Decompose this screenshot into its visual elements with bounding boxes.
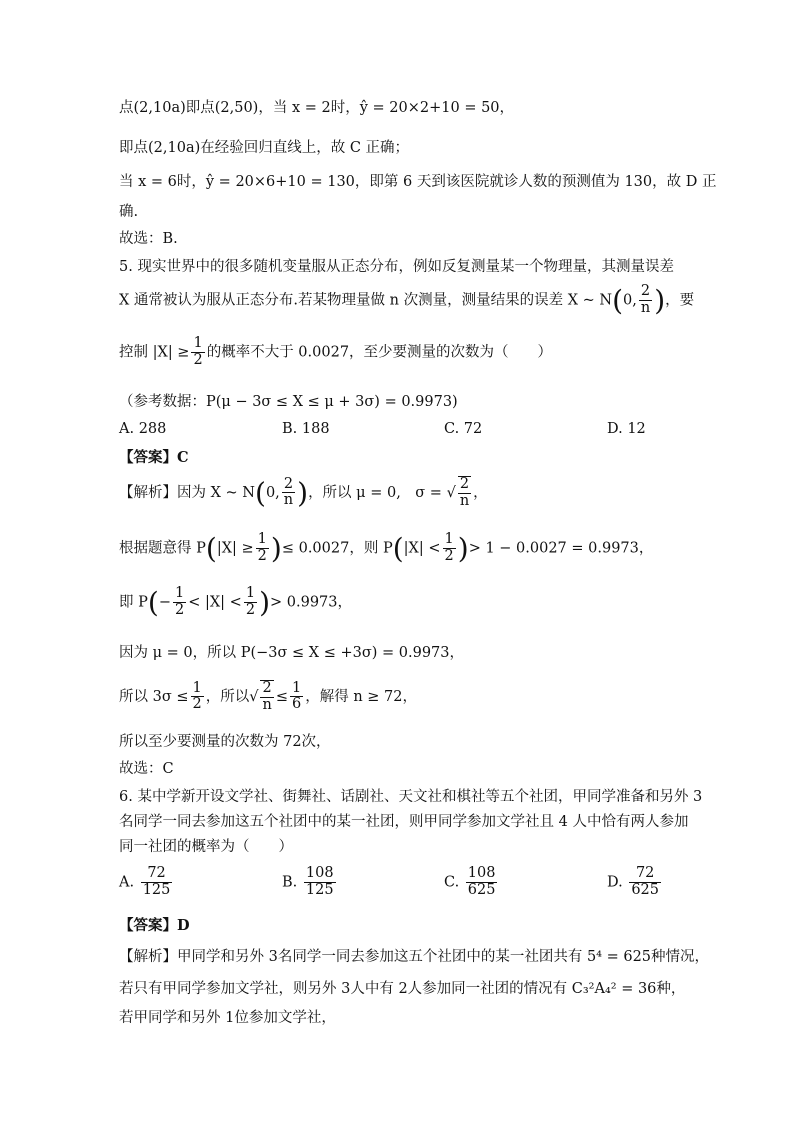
fraction: [466, 866, 498, 899]
text-span: |X| ≥: [216, 540, 254, 557]
analysis-line: 所以至少要测量的次数为 72次，: [119, 734, 331, 750]
fraction-numerator: 1: [257, 531, 267, 548]
text-span: ，要: [665, 292, 695, 309]
text-span: X 通常被认为服从正态分布.若某物理量做 n 次测量，测量结果的误差 X ~ N: [119, 292, 613, 309]
fraction-denominator: 2: [192, 696, 202, 713]
fraction-denominator: 2: [444, 548, 454, 564]
text-line: 确.: [119, 204, 139, 220]
question-5-stem-line2: [119, 284, 694, 317]
sqrt-symbol: √: [446, 484, 456, 501]
fraction-denominator: 625: [467, 881, 496, 898]
paren-right: ): [457, 532, 469, 565]
fraction: [260, 680, 273, 714]
analysis-line: 【解析】甲同学和另外 3名同学一同去参加这五个社团中的某一社团共有 5⁴ = 625种情况，: [119, 949, 710, 965]
paren-left: (: [255, 476, 266, 510]
fraction-numerator: 2: [459, 476, 470, 492]
fraction: [639, 284, 652, 317]
fraction-numerator: 72: [635, 865, 655, 881]
text-span: < |X| <: [188, 594, 242, 611]
question-6-stem: 6. 某中学新开设文学社、街舞社、话剧社、天文社和棋社等五个社团，甲同学准备和另外 3: [119, 789, 703, 805]
fraction-denominator: 125: [305, 881, 334, 898]
fraction: [173, 586, 186, 619]
text-span: 即 P: [119, 594, 148, 611]
analysis-line: [119, 532, 653, 565]
fraction-denominator: 6: [291, 696, 302, 713]
text-span: > 0.9973，: [270, 594, 352, 611]
fraction: [191, 681, 204, 714]
paren-right: ): [270, 532, 282, 565]
fraction-numerator: 1: [174, 585, 185, 602]
fraction-denominator: n: [459, 492, 470, 509]
fraction-denominator: 2: [193, 351, 203, 368]
fraction-denominator: 2: [174, 602, 185, 618]
fraction-denominator: n: [640, 300, 651, 316]
option-label: C.: [444, 874, 460, 891]
fraction-denominator: n: [262, 696, 272, 713]
fraction-denominator: 2: [245, 602, 256, 618]
question-5-stem-line3: [119, 336, 552, 369]
paren-right: ): [259, 586, 270, 619]
fraction: [282, 477, 295, 510]
option-c: C. 72: [444, 421, 483, 437]
option-c: [444, 866, 499, 899]
option-d: [607, 866, 663, 899]
question-5-stem: 5. 现实世界中的很多随机变量服从正态分布，例如反复测量某一个物理量，其测量误差: [119, 259, 674, 275]
fraction-denominator: 625: [631, 881, 660, 898]
fraction-denominator: 125: [142, 881, 171, 898]
option-label: D.: [607, 874, 623, 891]
text-line: 点(2,10a)即点(2,50)，当 x = 2时，ŷ = 20×2+10 = 50，: [119, 100, 515, 116]
text-span: > 1 − 0.0027 = 0.9973，: [468, 540, 654, 557]
text-line: 即点(2,10a)在经验回归直线上，故 C 正确；: [119, 140, 410, 156]
fraction-numerator: 72: [147, 865, 166, 881]
analysis-line: 若甲同学和另外 1位参加文学社，: [119, 1010, 336, 1026]
analysis-line: 故选：C: [119, 761, 174, 777]
text-span: ，所以: [205, 688, 250, 705]
text-span: 【解析】因为 X ~ N: [119, 484, 255, 501]
analysis-line: 若只有甲同学参加文学社，则另外 3人中有 2人参加同一社团的情况有 C₃²A₄² = 36种，: [119, 981, 686, 997]
text-span: ，解得 n ≥ 72，: [305, 688, 417, 705]
fraction: [458, 476, 471, 510]
option-a: A. 288: [119, 421, 167, 437]
text-span: −: [158, 594, 171, 611]
fraction: [304, 866, 336, 899]
text-span: 的概率不大于 0.0027，至少要测量的次数为（ ）: [206, 344, 553, 361]
text-line: 当 x = 6时，ŷ = 20×6+10 = 130，即第 6 天到该医院就诊人数的预测值为 130，故 D 正: [119, 174, 717, 190]
fraction: [443, 532, 456, 565]
fraction-numerator: 1: [291, 679, 302, 696]
text-span: 所以 3σ ≤: [119, 688, 189, 705]
fraction-numerator: 1: [193, 335, 203, 351]
option-a: [119, 866, 174, 899]
fraction-numerator: 2: [640, 283, 651, 300]
text-span: 根据题意得 P: [119, 540, 206, 557]
option-d: D. 12: [607, 421, 646, 437]
fraction: [141, 866, 173, 899]
text-span: ，所以 μ = 0, σ =: [308, 484, 447, 501]
text-span: |X| <: [403, 540, 441, 557]
text-span: ≤: [275, 688, 288, 705]
option-b: [282, 866, 338, 899]
fraction-numerator: 108: [467, 865, 496, 881]
paren-right: ): [297, 476, 309, 510]
text-span: 0,: [623, 292, 637, 309]
question-6-stem-line3: 同一社团的概率为（ ）: [119, 839, 293, 855]
paren-left: (: [205, 532, 217, 565]
fraction: [290, 681, 303, 714]
fraction-numerator: 2: [262, 680, 272, 696]
fraction: [191, 336, 204, 369]
paren-left: (: [392, 532, 404, 565]
option-label: B.: [282, 874, 298, 891]
question-6-stem-line2: 名同学一同去参加这五个社团中的某一社团，则甲同学参加文学社且 4 人中恰有两人参加: [119, 814, 689, 830]
text-span: 0,: [265, 484, 280, 501]
text-span: ，: [473, 484, 488, 501]
text-span: 控制 |X| ≥: [119, 344, 190, 361]
fraction-numerator: 2: [283, 475, 294, 492]
paren-left: (: [147, 586, 159, 619]
text-span: ≤ 0.0027，则 P: [281, 540, 393, 557]
answer-label: 【答案】C: [119, 449, 189, 466]
fraction: [256, 532, 269, 565]
fraction-numerator: 108: [305, 865, 334, 881]
fraction-numerator: 1: [245, 585, 256, 602]
fraction: [629, 866, 661, 899]
answer-label: 【答案】D: [119, 917, 190, 934]
analysis-line: [119, 476, 488, 510]
fraction-denominator: n: [283, 492, 294, 509]
option-b: B. 188: [282, 421, 330, 437]
fraction-denominator: 2: [257, 548, 267, 564]
fraction-numerator: 1: [444, 531, 454, 548]
sqrt-symbol: √: [249, 688, 259, 705]
fraction-numerator: 1: [192, 679, 202, 696]
fraction: [244, 586, 257, 619]
paren-right: ): [654, 284, 666, 317]
text-line: 故选：B.: [119, 231, 178, 247]
analysis-line: 因为 μ = 0，所以 P(−3σ ≤ X ≤ +3σ) = 0.9973，: [119, 645, 465, 661]
question-5-reference: （参考数据：P(μ − 3σ ≤ X ≤ μ + 3σ) = 0.9973): [119, 394, 458, 410]
option-label: A.: [119, 874, 135, 891]
analysis-line: [119, 680, 417, 714]
analysis-line: [119, 586, 352, 619]
paren-left: (: [612, 284, 624, 317]
